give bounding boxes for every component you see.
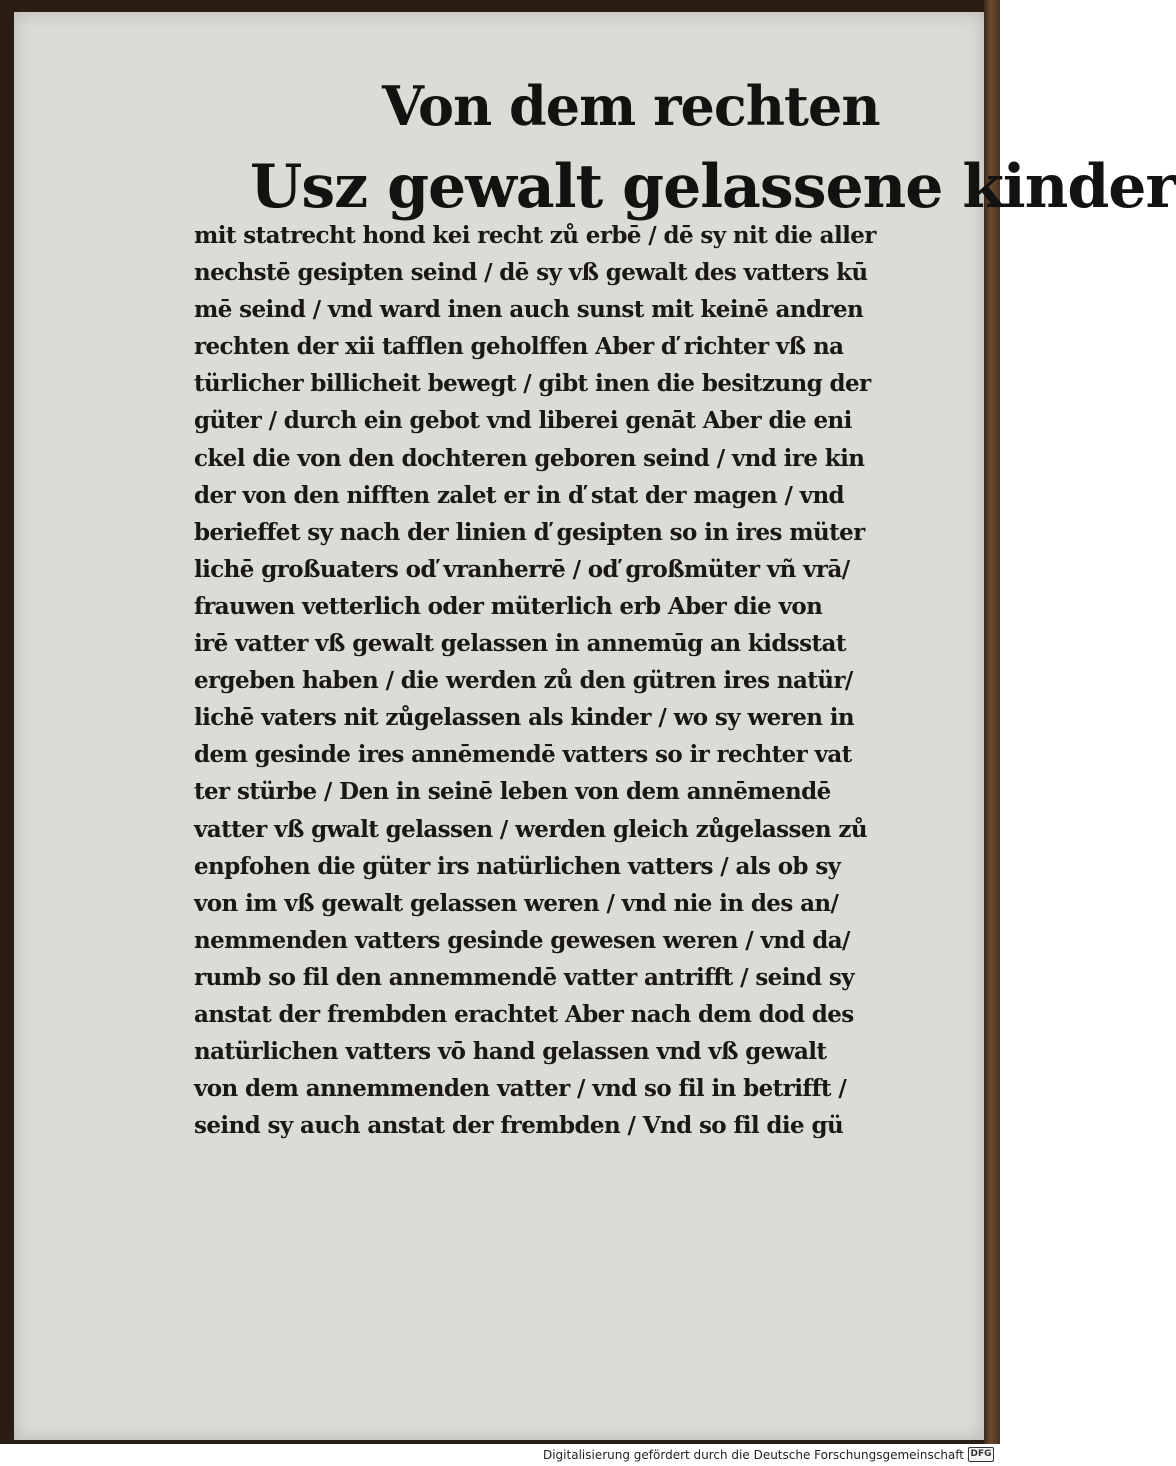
heading-line-1: Von dem rechten	[382, 74, 880, 138]
text-line: ckel die von den dochteren geboren seind / vnd ire kin	[194, 444, 865, 472]
text-line: lichē vaters nit zůgelassen als kinder / wo sy weren in	[194, 704, 855, 732]
text-line: berieffet sy nach der linien ď gesipten so in ires müter	[194, 518, 865, 546]
body-text	[194, 217, 924, 1144]
text-line: vatter vß gwalt gelassen / werden gleich zůgelassen zů	[194, 815, 867, 843]
heading-line-2: Usz gewalt gelassene kinder	[250, 152, 1176, 222]
text-line: anstat der frembden erachtet Aber nach dem dod des	[194, 1000, 854, 1028]
text-line: von dem annemmenden vatter / vnd so fil in betrifft /	[194, 1075, 847, 1103]
text-line: dem gesinde ires annēmendē vatters so ir rechter vat	[194, 741, 852, 769]
footer	[0, 1444, 1000, 1466]
dfg-credit: Digitalisierung gefördert durch die Deutsche Forschungsgemeinschaft	[542, 1448, 964, 1462]
text-line: seind sy auch anstat der frembden / Vnd so fil die gü	[194, 1112, 844, 1140]
text-line: natürlichen vatters vō hand gelassen vnd vß gewalt	[194, 1038, 827, 1066]
text-line: nechstē gesipten seind / dē sy vß gewalt des vatters kū	[194, 259, 868, 287]
text-line: ter stürbe / Den in seinē leben von dem annēmendē	[194, 778, 831, 806]
book-page	[14, 12, 1176, 1440]
text-line: ergeben haben / die werden zů den gütren ires natür/	[194, 667, 853, 695]
text-line: rechten der xii tafflen geholffen Aber ď richter vß na	[194, 333, 844, 361]
text-line: türlicher billicheit bewegt / gibt inen die besitzung der	[194, 370, 871, 398]
text-line: frauwen vetterlich oder müterlich erb Aber die von	[194, 592, 823, 620]
text-line: lichē großuaters oď vranherrē / oď großmüter vñ vrā/	[194, 555, 850, 583]
text-line: rumb so fil den annemmendē vatter antrifft / seind sy	[194, 963, 854, 991]
text-line: von im vß gewalt gelassen weren / vnd nie in des an/	[194, 889, 839, 917]
text-line: enpfohen die güter irs natürlichen vatters / als ob sy	[194, 852, 841, 880]
text-line: güter / durch ein gebot vnd liberei genāt Aber die eni	[194, 407, 852, 435]
text-line: mē seind / vnd ward inen auch sunst mit keinē andren	[194, 296, 864, 324]
text-line: irē vatter vß gewalt gelassen in annemūg an kidsstat	[194, 630, 846, 658]
text-line: mit statrecht hond kei recht zů erbē / dē sy nit die aller	[194, 222, 876, 249]
text-line: nemmenden vatters gesinde gewesen weren / vnd da/	[194, 926, 850, 954]
dfg-logo: DFG	[968, 1447, 994, 1462]
text-line: der von den nifften zalet er in ď stat der magen / vnd	[194, 481, 845, 509]
